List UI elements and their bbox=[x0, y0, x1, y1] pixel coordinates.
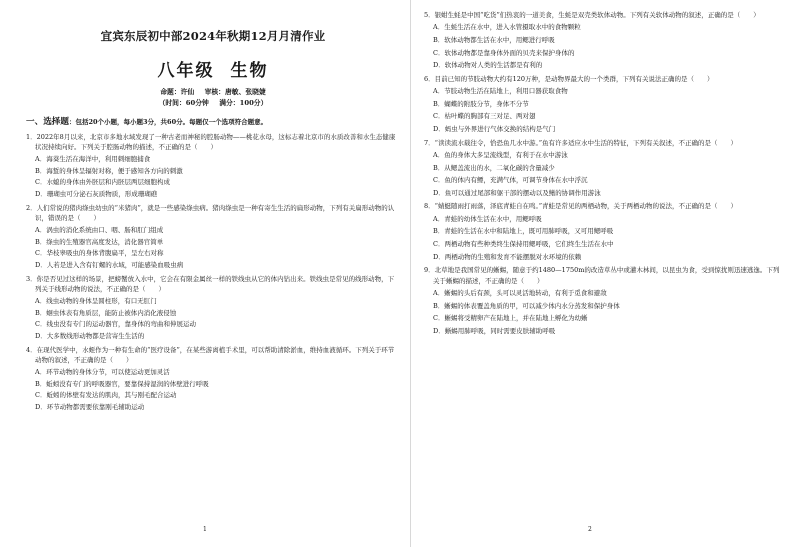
question-stem: 7．“读读流水载往令，恰恐鱼几水中游。”鱼有许多适应水中生活的特征，下列有关叙述，不正确的是（ ） bbox=[424, 138, 738, 147]
answer-option: D．珊瑚虫可分泌石灰质物质，形成珊瑚礁 bbox=[35, 190, 158, 199]
exam-meta bbox=[26, 87, 400, 109]
answer-option: B．蝴蝶的附肢分节，身体不分节 bbox=[433, 99, 529, 108]
subject-label: 生物 bbox=[230, 61, 269, 81]
answer-option: D．人若是进入含有钉螺的水域，可能感染血吸虫病 bbox=[35, 261, 184, 270]
question bbox=[424, 201, 784, 263]
question bbox=[424, 10, 784, 72]
page-number: 2 bbox=[588, 526, 592, 533]
question-list-left bbox=[26, 132, 400, 414]
grade-label: 八年级 bbox=[157, 61, 215, 81]
question-stem: 5．银蚶生蚝是中国“吃货”们热衷的一道美食，生蚝是双壳类软体动物。下列有关软体动物的叙述，正确的是（ ） bbox=[424, 11, 760, 19]
answer-option: A．蜥蜴的头后有颈，头可以灵活地转动，有利于觅食和避敌 bbox=[433, 288, 607, 297]
answer-option: D．蜥蜴用肺呼吸，同时需要皮肤辅助呼吸 bbox=[433, 326, 556, 335]
answer-option: C．蜥蜴将受精卵产在陆地上，并在陆地上孵化为幼蜥 bbox=[433, 314, 588, 323]
question-stem: 3．你是否见过这样的场景，把螃蟹放入水中，它会在有限金属丝一样的铁线虫从它的体内钻出来。铁线虫是常见的线形动物，下列关于线形动物的说法，不正确的是（ ） bbox=[26, 275, 395, 294]
question-list-right bbox=[424, 10, 784, 337]
answer-option: C．软体动物都是靠身体外面的贝壳来保护身体的 bbox=[433, 48, 575, 57]
answer-option: A．节肢动物生活在陆地上，利用口器获取食物 bbox=[433, 87, 568, 96]
reviewer: 审核：唐敏、张晓婕 bbox=[204, 88, 266, 96]
question-stem: 1．2022年8月以来，北京市多地水域发现了一种古老而神秘的腔肠动物——桃花水母，这标志着北京市的水质改善和水生态健康状况持续向好。下列关于腔肠动物的描述，不正确的是（ ） bbox=[26, 133, 396, 152]
answer-option: B．蜥蜴的体表覆盖角质的甲，可以减少体内水分蒸发和保护身体 bbox=[433, 301, 620, 310]
answer-option: D．大多数线形动物都是营寄生生活的 bbox=[35, 332, 145, 341]
answer-option: D．环节动物都需要依靠刚毛辅助运动 bbox=[35, 403, 145, 412]
question bbox=[26, 345, 400, 414]
answer-option: B．蛔虫体表有角质层，能防止被体内消化液侵蚀 bbox=[35, 308, 177, 317]
answer-option: C．两栖动物有些种类终生保持用鳃呼吸，它们终生生活在水中 bbox=[433, 239, 614, 248]
answer-option: C．蚯蚓的体壁有发达的肌肉，其与刚毛配合运动 bbox=[35, 391, 177, 400]
section-note: ：包括20个小题，每小题3分，共60分。每题仅一个选项符合题意。 bbox=[68, 118, 268, 126]
question bbox=[26, 274, 400, 343]
answer-option: B．海蜇的身体呈辐射对称，便于感知各方向的刺激 bbox=[35, 166, 183, 175]
question bbox=[26, 203, 400, 272]
page-right bbox=[410, 0, 794, 547]
answer-option: B．从鳃盖流出的水，二氧化碳的含量减少 bbox=[433, 163, 555, 172]
answer-option: A．涡虫的消化系统由口、咽、肠和肛门组成 bbox=[35, 225, 164, 234]
question-stem: 9．北草地是我国常见的蜥蜴，随意于约1480—1750m的改造草丛中或灌木林间，以昆虫为食，受到惊扰则迅速逃逸。下列关于蜥蜴的描述，不正确的是（ ） bbox=[424, 266, 780, 285]
question-stem: 6．目前已知的节肢动物大约有120万种，是动物界最大的一个类群，下列有关说法正确的是（ ） bbox=[424, 74, 714, 83]
answer-option: A．生蚝生活在水中，进入水管摄取水中的食物颗粒 bbox=[433, 23, 581, 32]
answer-option: C．枯叶蝶的胸部有三对足、两对翅 bbox=[433, 112, 536, 121]
question bbox=[26, 132, 400, 201]
question bbox=[424, 265, 784, 337]
answer-option: B．蚯蚓没有专门的呼吸器官，要靠保持湿润的体壁进行呼吸 bbox=[35, 379, 209, 388]
answer-option: B．软体动物都生活在水中，用鳃进行呼吸 bbox=[433, 36, 555, 44]
answer-option: A．线虫动物的身体呈圆柱形，有口无肛门 bbox=[35, 296, 157, 305]
grade-subject-heading bbox=[26, 56, 400, 81]
answer-option: A．鱼的身体大多呈流线型，有利于在水中游泳 bbox=[433, 150, 568, 159]
page-number: 1 bbox=[203, 526, 207, 533]
answer-option: B．绦虫的生殖器官高度发达，消化器官简单 bbox=[35, 237, 164, 246]
full-marks: 满分：100分） bbox=[219, 99, 268, 107]
answer-option: C．鱼的体内有鳔，充满气体，可调节身体在水中浮沉 bbox=[433, 176, 588, 185]
answer-option: D．蚂虫与外界进行气体交换的结构是气门 bbox=[433, 124, 556, 133]
answer-option: D．鱼可以通过尾部和躯干部的摆动以及鳍的协调作用游泳 bbox=[433, 188, 601, 197]
answer-option: C．水螅的身体由外胚层和内胚层两层细胞构成 bbox=[35, 178, 170, 187]
question-stem: 8．“蜻蜓随雨打雨落，泽底青蛙自在鸣。”青蛙是常见的两栖动物，关于两栖动物的说法，不正确的是（ ） bbox=[424, 202, 738, 211]
answer-option: D．软体动物对人类的生活都是有利的 bbox=[433, 61, 543, 70]
answer-option: A．环节动物的身体分节，可以使运动更加灵活 bbox=[35, 367, 170, 376]
answer-option: C．线虫没有专门的运动器官，靠身体的弯曲和伸展运动 bbox=[35, 320, 196, 329]
question-stem: 4．在现代医学中，水蛭作为一种有生命的“医疗设备”，在某些游离植手术里，可以帮助清除淤血，维持血液循环。下列关于环节动物的叙述，不正确的是（ ） bbox=[26, 346, 395, 365]
answer-option: D．两栖动物的生殖和发育不能摆脱对水环境的依赖 bbox=[433, 252, 582, 261]
answer-option: B．青蛙的生活在水中和陆地上，既可用肺呼吸，又可用鳃呼吸 bbox=[433, 227, 614, 236]
setter: 命题：许仙 bbox=[160, 88, 195, 96]
exam-time: （时间：60分钟 bbox=[158, 99, 209, 107]
school-title: 宜宾东辰初中部2024年秋期12月月清作业 bbox=[100, 29, 326, 43]
section-heading bbox=[26, 115, 400, 127]
question bbox=[424, 74, 784, 136]
answer-option: A．海葵生活在海洋中，利用刺细胞捕食 bbox=[35, 154, 151, 163]
answer-option: A．青蛙的幼体生活在水中，用鳃呼吸 bbox=[433, 214, 542, 223]
question-stem: 2．人们常说的猪肉绦虫幼虫的“米猪肉”，就是一些感染绦虫病。猪肉绦虫是一种有寄生生活的扁形动物，下列有关扁形动物的认识，错误的是（ ） bbox=[26, 204, 395, 223]
section-title: 一、选择题 bbox=[26, 117, 69, 127]
answer-option: C．华枝睾吸虫的身体背腹扁平，呈左右对称 bbox=[35, 249, 164, 258]
question bbox=[424, 138, 784, 200]
